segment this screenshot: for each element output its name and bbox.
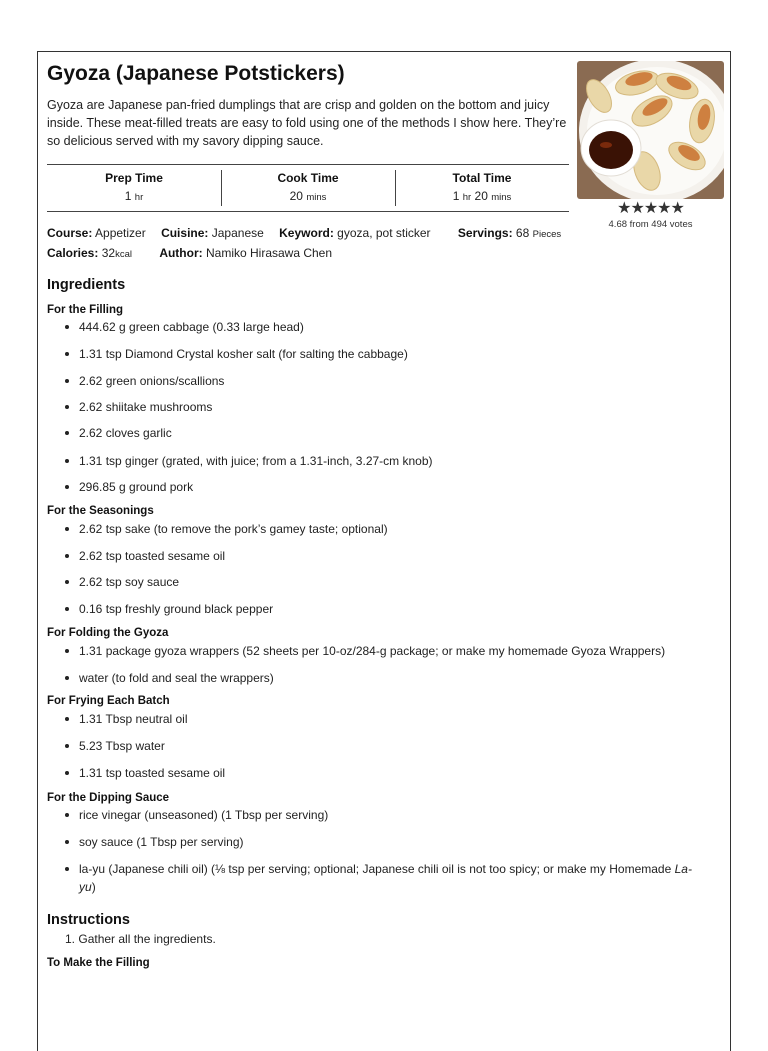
keyword-label: Keyword: — [279, 226, 334, 240]
gyoza-plate-image — [577, 61, 724, 199]
total-time-hours-unit: hr — [462, 192, 472, 203]
prep-time-unit: hr — [134, 192, 144, 203]
recipe-card — [37, 51, 731, 1051]
cook-time-value — [221, 189, 395, 203]
ingredient-item: 296.85 g ground pork — [79, 478, 719, 496]
group-heading-dipping-sauce: For the Dipping Sauce — [47, 792, 170, 804]
ingredient-item-la-yu — [79, 860, 709, 896]
recipe-title: Gyoza (Japanese Potstickers) — [47, 62, 345, 85]
ingredient-item: 0.16 tsp freshly ground black pepper — [79, 600, 719, 618]
group-heading-frying: For Frying Each Batch — [47, 695, 170, 707]
ingredient-item: soy sauce (1 Tbsp per serving) — [79, 833, 719, 851]
author-label: Author: — [159, 246, 203, 260]
cuisine-value: Japanese — [211, 226, 264, 240]
gyoza-photo — [577, 61, 724, 199]
la-yu-link-a[interactable]: La- — [674, 862, 692, 876]
ingredient-item: 444.62 g green cabbage (0.33 large head) — [79, 318, 719, 336]
keyword-value: gyoza, pot sticker — [337, 226, 431, 240]
instruction-step-number: 1. — [65, 932, 76, 946]
ingredient-item: 2.62 green onions/scallions — [79, 372, 719, 390]
meta-row-1 — [47, 224, 587, 244]
author-value: Namiko Hirasawa Chen — [205, 246, 333, 260]
total-time-hours: 1 — [452, 189, 460, 203]
total-time-mins-unit: mins — [491, 192, 512, 203]
prep-time-number: 1 — [124, 189, 132, 203]
star-rating-icon[interactable]: ★★★★★ — [617, 200, 684, 217]
servings-unit: Pieces — [532, 229, 562, 240]
cook-time-unit: mins — [306, 192, 327, 203]
la-yu-text: la-yu (Japanese chili oil) (⅛ tsp per serving; optional; Japanese chili oil is not too spicy; or make my Homemade — [79, 862, 675, 876]
ingredient-item: 2.62 tsp sake (to remove the pork’s gamey taste; optional) — [79, 520, 719, 538]
cuisine-label: Cuisine: — [161, 226, 209, 240]
recipe-summary: Gyoza are Japanese pan-fried dumplings that are crisp and golden on the bottom and juicy inside. These meat-filled treats are easy to fold using one of the methods I show here. They’re so delicious served with my savory dipping sauce. — [47, 98, 567, 148]
total-time-value — [395, 189, 569, 203]
recipe-times — [47, 164, 569, 212]
prep-time — [47, 165, 221, 211]
ingredients-heading: Ingredients — [47, 277, 126, 293]
ingredient-item: 2.62 shiitake mushrooms — [79, 398, 719, 416]
ingredient-item: 1.31 tsp Diamond Crystal kosher salt (for salting the cabbage) — [79, 345, 719, 363]
total-time-label: Total Time — [452, 171, 512, 185]
instruction-step-text: Gather all the ingredients. — [78, 932, 216, 946]
prep-time-value — [47, 189, 221, 203]
servings-label: Servings: — [457, 226, 513, 240]
ingredient-item: 2.62 cloves garlic — [79, 424, 719, 442]
course-label: Course: — [47, 226, 93, 240]
instruction-step — [65, 932, 216, 946]
group-heading-filling: For the Filling — [47, 304, 124, 316]
ingredient-item: 2.62 tsp toasted sesame oil — [79, 547, 719, 565]
ingredient-item: rice vinegar (unseasoned) (1 Tbsp per serving) — [79, 806, 719, 824]
total-time — [395, 165, 569, 211]
rating — [577, 201, 724, 230]
cook-time — [221, 165, 395, 211]
ingredient-item: 1.31 tsp toasted sesame oil — [79, 764, 719, 782]
recipe-meta — [47, 224, 587, 264]
meta-row-2 — [47, 244, 587, 264]
la-yu-link-b[interactable]: yu — [79, 880, 92, 894]
group-heading-folding: For Folding the Gyoza — [47, 627, 169, 639]
ingredient-item: 2.62 tsp soy sauce — [79, 573, 719, 591]
ingredient-item: 5.23 Tbsp water — [79, 737, 719, 755]
ingredient-item: 1.31 Tbsp neutral oil — [79, 710, 719, 728]
total-time-mins: 20 — [474, 189, 488, 203]
instructions-heading: Instructions — [47, 912, 130, 928]
calories-label: Calories: — [47, 246, 99, 260]
calories-unit: kcal — [115, 249, 132, 260]
calories-value: 32 — [101, 246, 116, 260]
ingredient-item: 1.31 package gyoza wrappers (52 sheets per 10-oz/284-g package; or make my homemade Gyoza Wrappers) — [79, 642, 719, 660]
ingredient-item: 1.31 tsp ginger (grated, with juice; from a 1.31-inch, 3.27-cm knob) — [79, 452, 719, 470]
la-yu-close: ) — [91, 880, 96, 894]
cook-time-label: Cook Time — [277, 171, 339, 185]
group-heading-seasonings: For the Seasonings — [47, 505, 154, 517]
course-value: Appetizer — [95, 226, 146, 240]
ingredient-item: water (to fold and seal the wrappers) — [79, 669, 719, 687]
instructions-subheading: To Make the Filling — [47, 957, 150, 969]
rating-votes: 4.68 from 494 votes — [608, 219, 693, 230]
servings-value[interactable]: 68 — [515, 226, 530, 240]
cook-time-number: 20 — [289, 189, 303, 203]
prep-time-label: Prep Time — [105, 171, 163, 185]
